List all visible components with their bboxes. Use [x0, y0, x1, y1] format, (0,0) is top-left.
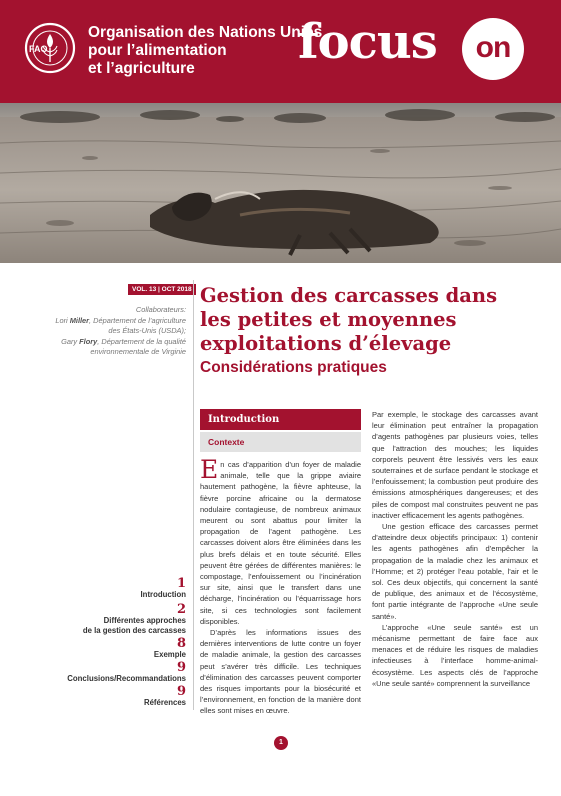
brand-on-badge: on: [462, 18, 524, 80]
toc-page-number: 9: [176, 660, 186, 675]
logo-letter-f: FAO: [29, 44, 48, 54]
contributor-line: Lori Miller, Département de l’agriculture: [55, 315, 186, 325]
org-line: et l’agriculture: [88, 60, 195, 77]
page-subtitle: Considérations pratiques: [200, 359, 387, 376]
header-banner: [0, 0, 561, 103]
section-header-introduction: Introduction: [200, 409, 361, 430]
title-line: exploitations d’élevage: [200, 332, 452, 355]
toc-label: Différentes approches: [103, 616, 186, 625]
toc-item[interactable]: [40, 661, 186, 684]
org-line: pour l’alimentation: [88, 42, 227, 59]
toc-label: Références: [143, 698, 186, 707]
drop-cap: E: [200, 455, 219, 484]
animal-carcass-photo: [0, 103, 561, 263]
body-column-right: [372, 409, 538, 689]
issue-badge: VOL. 13 | OCT 2018: [128, 284, 196, 295]
organization-name: [88, 24, 322, 78]
toc-item[interactable]: [40, 637, 186, 660]
toc-page-number: 8: [176, 636, 186, 651]
cover-photo: [0, 103, 561, 263]
contributors: [18, 305, 186, 358]
contributor-line: Gary Flory, Département de la qualité: [61, 336, 186, 346]
fao-logo-icon: [24, 22, 76, 74]
toc-page-number: 9: [176, 684, 186, 699]
contributor-line: environnementale de Virginie: [90, 347, 186, 357]
org-line: Organisation des Nations Unies: [88, 24, 323, 41]
body-paragraph: D’après les informations issues des dernières interventions de lutte contre un foyer de maladie animale, la gestion des carcasses peut s’avérer très difficile. Les techniques d’élimination des carcasses peuvent comporter des risques importants pour la biosécurité et l’environnement, en fonction de la manière dont elles sont mises en œuvre.: [200, 628, 361, 716]
body-paragraph: Une gestion efficace des carcasses permet d’atteindre deux objectifs principaux: 1) contenir les agents pathogènes afin d’empêcher la propagation de la maladie chez les animaux et l’Homme; et 2) protéger l’eau potable, l’air et le sol. Ces deux objectifs, qui concernent la santé de publique, des animaux et de l’écosystème, font partie intégrante de l’approche «Une seule santé».: [372, 522, 538, 621]
toc-label: Introduction: [140, 590, 186, 599]
page-title: [200, 284, 550, 356]
body-column-left: [200, 455, 361, 717]
toc-item[interactable]: [40, 577, 186, 600]
toc-label: Exemple: [153, 650, 186, 659]
toc-item[interactable]: [40, 603, 186, 635]
toc-page-number: 1: [176, 576, 186, 591]
contributor-line: des États-Unis (USDA);: [108, 326, 186, 336]
subsection-header-contexte: Contexte: [200, 432, 361, 452]
column-divider: [193, 280, 194, 710]
toc-label: de la gestion des carcasses: [82, 625, 186, 635]
body-paragraph: L’approche «Une seule santé» est un mécanisme permettant de faire face aux menaces et de réduire les risques de maladies infectieuses à l’interface homme-animal-écosystème. Les aspects clés de l’approche «Une seule santé» comprennent la surveillance: [372, 622, 538, 688]
page-number-badge: 1: [274, 736, 288, 750]
toc-label: Conclusions/Recommandations: [67, 674, 186, 683]
body-paragraph: En cas d’apparition d’un foyer de maladie animale, telle que la grippe aviaire hautement pathogène, la fièvre aphteuse, la fièvre porcine africaine ou la dermatose nodulaire contagieuse, de nombreux animaux meurent ou sont abattus pour limiter la propagation de l’agent pathogène. Les carcasses doivent alors être éliminées dans les plus brefs délais et en toute sécurité. Elles peuvent être gérées de différentes manières: le compostage, l’enfouissement ou l’incinération sur site, ainsi que le transfert dans une décharge, l’incinération ou l’équarrissage hors site, si ces technologies sont facilement disponibles.: [200, 455, 361, 626]
toc-item[interactable]: [40, 685, 186, 708]
brand-focus: focus: [298, 14, 437, 70]
title-line: Gestion des carcasses dans: [200, 284, 498, 307]
contributors-label: Collaborateurs:: [135, 305, 186, 314]
body-paragraph: Par exemple, le stockage des carcasses avant leur élimination peut entraîner la propagation d’agents pathogènes par plusieurs voies, telles que l’attraction des mouches; les liquides corporels peuvent être lessivés vers les eaux souterraines et de surface pendant le stockage et l’enfouissement; la combustion peut produire des émissions atmosphériques dangereuses; et des piles de compost mal construites peuvent ne pas inactiver efficacement les agents pathogènes.: [372, 410, 538, 520]
toc-page-number: 2: [176, 602, 186, 617]
issue-date: OCT 2018: [161, 286, 192, 293]
issue-volume: VOL. 13: [132, 286, 157, 293]
title-line: les petites et moyennes: [200, 308, 457, 331]
